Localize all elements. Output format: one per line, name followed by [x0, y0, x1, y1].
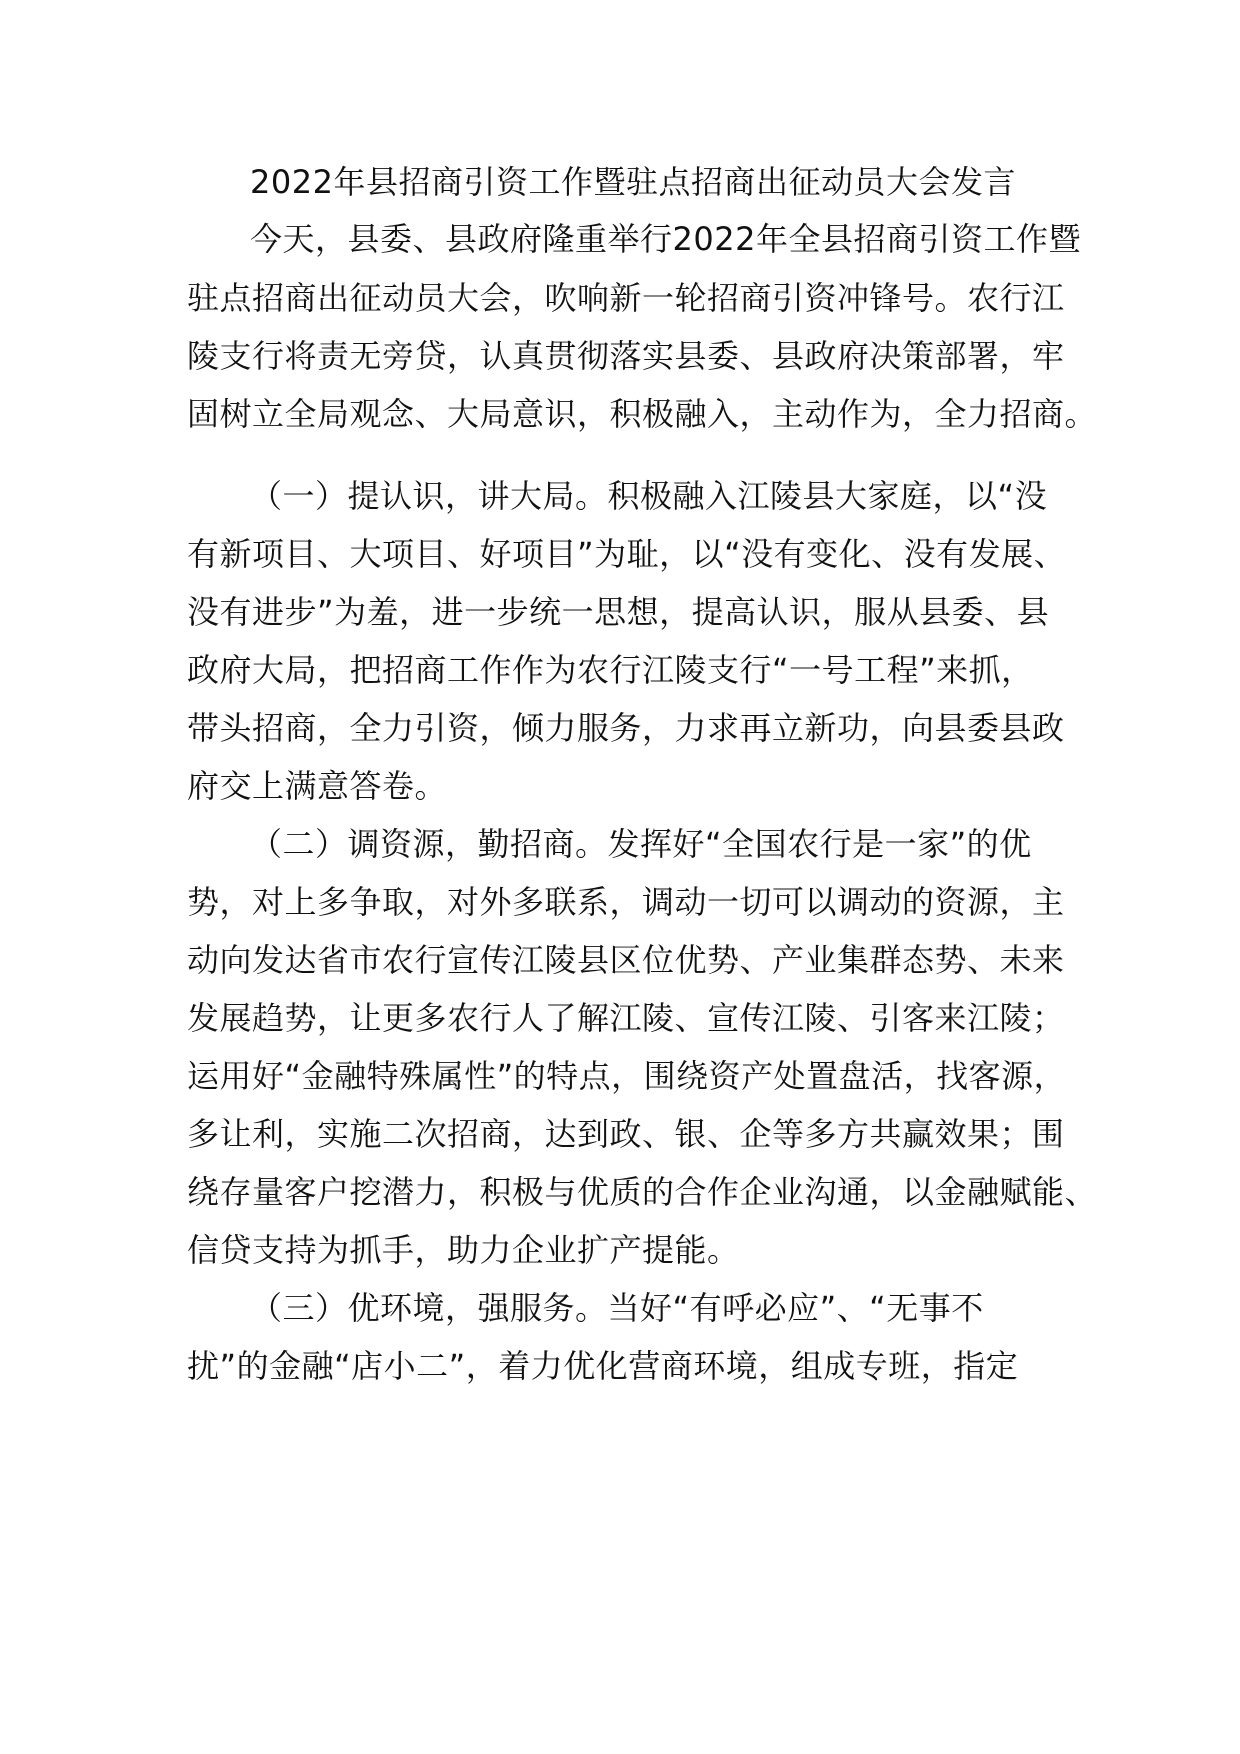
paragraph-4-line-2: 扰”的金融“店小二”，着力优化营商环境，组成专班，指定	[187, 1347, 1019, 1385]
paragraph-3-line-2: 势，对上多争取，对外多联系，调动一切可以调动的资源，主	[187, 883, 1065, 921]
paragraph-3-line-7: 绕存量客户挖潜力，积极与优质的合作企业沟通，以金融赋能、	[187, 1173, 1098, 1211]
paragraph-3-line-3: 动向发达省市农行宣传江陵县区位优势、产业集群态势、未来	[187, 941, 1065, 979]
paragraph-2-line-3: 没有进步”为羞，进一步统一思想，提高认识，服从县委、县	[187, 593, 1050, 631]
paragraph-1-line-1: 今天，县委、县政府隆重举行2022年全县招商引资工作暨	[250, 220, 1081, 258]
paragraph-3-line-1: （二）调资源，勤招商。发挥好“全国农行是一家”的优	[250, 825, 1032, 863]
paragraph-2-line-1: （一）提认识，讲大局。积极融入江陵县大家庭，以“没	[250, 477, 1048, 515]
paragraph-4-line-1: （三）优环境，强服务。当好“有呼必应”、“无事不	[250, 1289, 984, 1327]
paragraph-3-line-8: 信贷支持为抓手，助力企业扩产提能。	[187, 1231, 740, 1269]
paragraph-3-line-4: 发展趋势，让更多农行人了解江陵、宣传江陵、引客来江陵；	[187, 999, 1065, 1037]
paragraph-3-line-5: 运用好“金融特殊属性”的特点，围绕资产处置盘活，找客源，	[187, 1057, 1067, 1095]
paragraph-2-line-4: 政府大局，把招商工作作为农行江陵支行“一号工程”来抓，	[187, 651, 1034, 689]
paragraph-2-line-5: 带头招商，全力引资，倾力服务，力求再立新功，向县委县政	[187, 709, 1065, 747]
paragraph-2-line-6: 府交上满意答卷。	[187, 767, 448, 805]
paragraph-1-line-3: 陵支行将责无旁贷，认真贯彻落实县委、县政府决策部署，牢	[187, 337, 1065, 375]
paragraph-1-line-4: 固树立全局观念、大局意识，积极融入，主动作为，全力招商。	[187, 395, 1098, 433]
paragraph-3-line-6: 多让利，实施二次招商，达到政、银、企等多方共赢效果；围	[187, 1115, 1065, 1153]
paragraph-2-line-2: 有新项目、大项目、好项目”为耻，以“没有变化、没有发展、	[187, 535, 1067, 573]
paragraph-1-line-2: 驻点招商出征动员大会，吹响新一轮招商引资冲锋号。农行江	[187, 279, 1065, 317]
document-title: 2022年县招商引资工作暨驻点招商出征动员大会发言	[250, 163, 1016, 201]
